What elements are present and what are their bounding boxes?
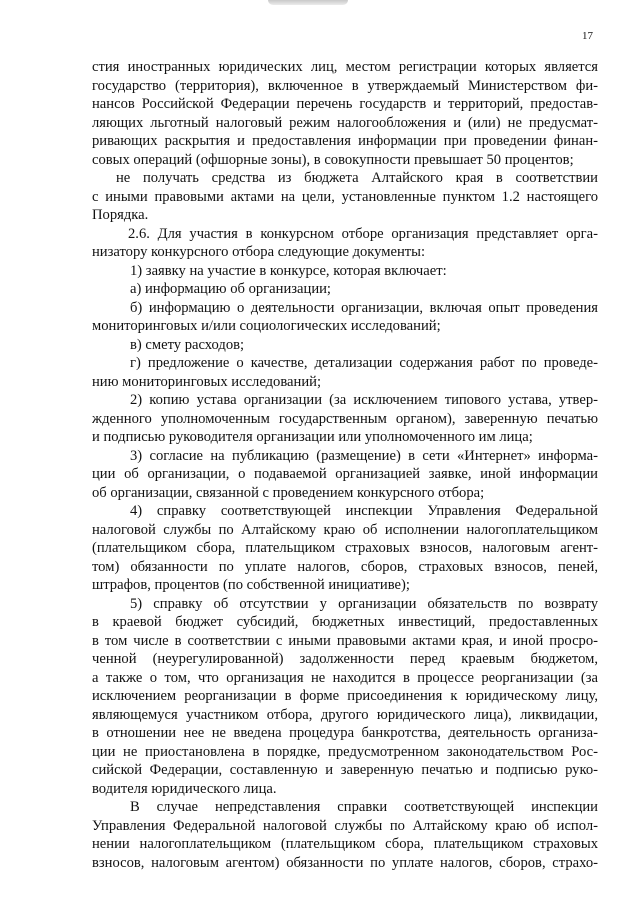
text-line: государство (территория), включенное в утверждаемый Министерством фи- [92, 77, 598, 94]
text-line: в) смету расходов; [130, 336, 245, 353]
scan-edge-mark [268, 0, 348, 5]
text-line: исключением реорганизации в форме присоединения к юридическому лицу, [92, 688, 598, 704]
text-line: 2.6. Для участия в конкурсном отборе организация представляет орга- [128, 225, 598, 242]
text-line: 3) согласие на публикацию (размещение) в сети «Интернет» информа- [130, 447, 598, 464]
list-item-2 [92, 391, 598, 447]
document-body [92, 58, 598, 872]
text-line: жденного уполномоченным государственным органом), заверенную печатью [92, 410, 598, 427]
text-line: 5) справку об отсутствии у организации обязательств по возврату [130, 595, 598, 612]
text-line: (плательщиком сбора, плательщиком страховых взносов, налоговым агент- [92, 540, 598, 556]
text-line: и подписью руководителя организации или уполномоченного им лица; [92, 429, 533, 445]
text-line: стия иностранных юридических лиц, местом регистрации которых является [92, 59, 598, 75]
text-line: низатору конкурсного отбора следующие документы: [92, 244, 426, 260]
text-line: нении налогоплательщиком (плательщиком сбора, плательщиком страховых [92, 836, 598, 852]
text-line: ции об организации, о подаваемой организацией заявке, иной информации [92, 466, 598, 482]
text-line: об организации, связанной с проведением конкурсного отбора; [92, 484, 485, 501]
text-line: в отношении нее не введена процедура банкротства, деятельность организа- [92, 725, 598, 741]
list-item-1a [92, 280, 598, 299]
text-line: в том числе в соответствии с иными правовыми актами края, и иной просро- [92, 632, 598, 649]
text-line: г) предложение о качестве, детализации содержания работ по проведе- [130, 355, 598, 371]
page-number: 17 [582, 30, 593, 42]
text-line: налоговой службы по Алтайскому краю об исполнении налогоплательщиком [92, 521, 598, 538]
list-item-4 [92, 502, 598, 595]
list-item-1b [92, 299, 598, 336]
text-line: совых операций (офшорные зоны), в совокупности превышает 50 процентов; [92, 151, 574, 168]
text-line: ривающих раскрытия и предоставления информации при проведении финан- [92, 133, 598, 149]
list-item-1v [92, 336, 598, 355]
list-item-3 [92, 447, 598, 503]
text-line: том) обязанности по уплате налогов, сборов, страховых взносов, пеней, [92, 558, 598, 575]
text-line: В случае непредставления справки соответствующей инспекции [130, 799, 598, 815]
text-line: 2) копию устава организации (за исключением типового устава, утвер- [130, 392, 598, 408]
text-line: сийской Федерации, составленную и заверенную печатью и подписью руко- [92, 762, 598, 778]
text-line: являющемуся участником отбора, другого юридического лица), ликвидации, [92, 706, 598, 723]
text-line: 4) справку соответствующей инспекции Управления Федеральной [130, 503, 598, 519]
text-line: 1) заявку на участие в конкурсе, которая включает: [130, 262, 447, 279]
text-line: нансов Российской Федерации перечень государств и территорий, предостав- [92, 96, 598, 112]
paragraph-budget-funds [92, 169, 598, 225]
list-item-1g [92, 354, 598, 391]
paragraph-offshore [92, 58, 598, 169]
text-line: а также о том, что организация не находится в процессе реорганизации (за [92, 669, 598, 686]
text-line: ченной (неурегулированной) задолженности перед краевым бюджетом, [92, 651, 598, 667]
text-line: б) информацию о деятельности организации, включая опыт проведения [130, 299, 598, 316]
text-line: Управления Федеральной налоговой службы по Алтайскому краю об испол- [92, 817, 598, 834]
text-line: не получать средства из бюджета Алтайского края в соответствии [116, 170, 598, 186]
paragraph-non-submission [92, 798, 598, 872]
list-item-1 [92, 262, 598, 281]
paragraph-2-6 [92, 225, 598, 262]
text-line: а) информацию об организации; [130, 281, 331, 297]
text-line: Порядка. [92, 207, 149, 223]
text-line: водителя юридического лица. [92, 780, 277, 797]
list-item-5 [92, 595, 598, 799]
text-line: ляющих льготный налоговый режим налогообложения и (или) не предусмат- [92, 114, 598, 131]
text-line: штрафов, процентов (по собственной инициативе); [92, 577, 410, 593]
text-line: с иными правовыми актами на цели, установленные пунктом 1.2 настоящего [92, 188, 598, 205]
text-line: взносов, налоговым агентом) обязанности по уплате налогов, сборов, страхо- [92, 854, 598, 871]
text-line: нию мониторинговых исследований; [92, 373, 321, 390]
text-line: в краевой бюджет субсидий, бюджетных инвестиций, предоставленных [92, 614, 598, 630]
text-line: мониторинговых и/или социологических исследований; [92, 318, 441, 334]
text-line: ции не приостановлена в порядке, предусмотренном законодательством Рос- [92, 743, 598, 760]
